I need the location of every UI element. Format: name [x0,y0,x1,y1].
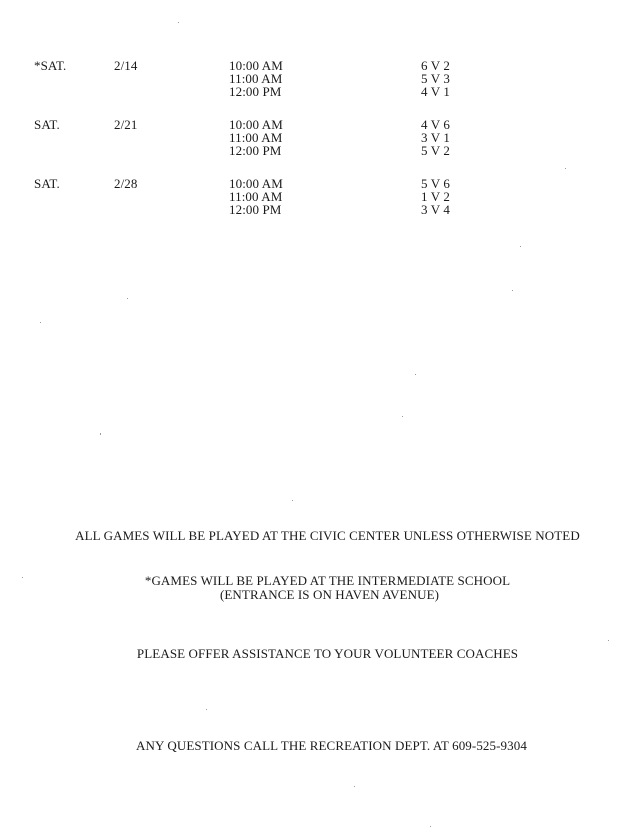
week-3-game-1-matchup: 5 V 6 [421,176,450,191]
week-1-day: *SAT. [34,58,67,73]
week-2-day: SAT. [34,117,60,132]
scan-speck [178,22,179,23]
week-3-game-3-matchup: 3 V 4 [421,202,450,217]
week-1-game-2-time: 11:00 AM [229,71,283,86]
week-1-game-3-time: 12:00 PM [229,84,282,99]
week-2-game-3-matchup: 5 V 2 [421,143,450,158]
week-2-date: 2/21 [114,117,138,132]
entrance-notice: (ENTRANCE IS ON HAVEN AVENUE) [219,587,440,602]
scan-speck [40,322,41,323]
questions-notice: ANY QUESTIONS CALL THE RECREATION DEPT. AT 609-525-9304 [136,738,527,753]
week-2-game-3-time: 12:00 PM [229,143,282,158]
week-1-game-1-matchup: 6 V 2 [421,58,450,73]
week-1-game-2-matchup: 5 V 3 [421,71,450,86]
scan-speck [512,290,513,291]
scan-speck [127,298,128,299]
scan-speck [402,416,403,417]
scan-speck [565,168,566,169]
week-1-game-3-matchup: 4 V 1 [421,84,450,99]
scan-speck [354,786,355,787]
scan-speck [206,709,207,710]
week-3-day: SAT. [34,176,60,191]
location-notice: ALL GAMES WILL BE PLAYED AT THE CIVIC CENTER UNLESS OTHERWISE NOTED [75,528,580,543]
week-2-game-2-matchup: 3 V 1 [421,130,450,145]
scan-speck [608,640,609,641]
week-3-date: 2/28 [114,176,138,191]
scan-speck [520,246,521,247]
week-2-game-2-time: 11:00 AM [229,130,283,145]
scan-speck [430,826,431,827]
week-3-game-2-time: 11:00 AM [229,189,283,204]
scan-speck [415,374,416,375]
scan-speck [22,577,23,578]
volunteer-notice: PLEASE OFFER ASSISTANCE TO YOUR VOLUNTEER COACHES [136,646,519,661]
scan-speck [292,500,293,501]
week-3-game-1-time: 10:00 AM [229,176,283,191]
week-2-game-1-matchup: 4 V 6 [421,117,450,132]
week-2-game-1-time: 10:00 AM [229,117,283,132]
scan-speck [100,433,101,435]
week-3-game-3-time: 12:00 PM [229,202,282,217]
week-3-game-2-matchup: 1 V 2 [421,189,450,204]
week-1-game-1-time: 10:00 AM [229,58,283,73]
intermediate-school-notice: *GAMES WILL BE PLAYED AT THE INTERMEDIATE SCHOOL [144,573,511,588]
week-1-date: 2/14 [114,58,138,73]
